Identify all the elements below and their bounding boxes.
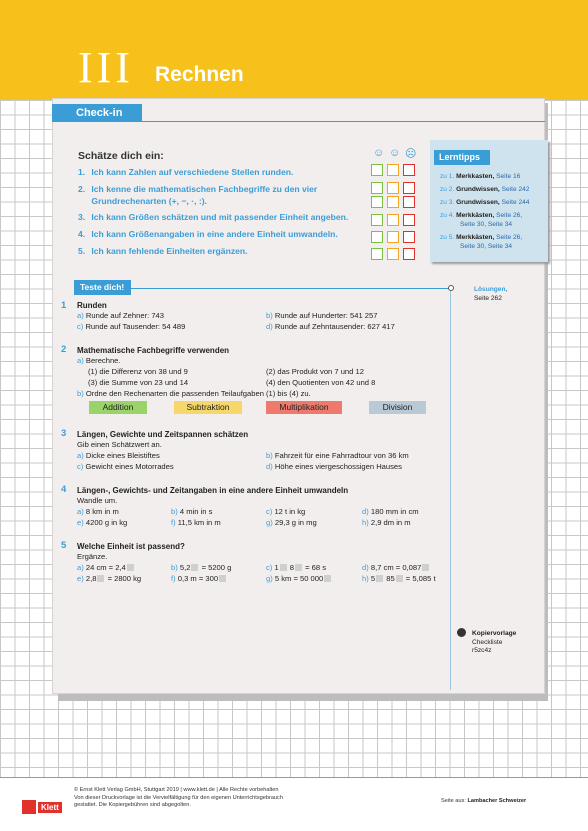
task-b: b) Ordne den Rechenarten die passenden Teilaufgaben (1) bis (4) zu. [77,389,311,398]
lerntipp-item: zu 1. Merkkasten, Seite 16 [440,173,521,180]
lerntipp-item: zu 5. Merkkästen, Seite 26, Seite 30, Seite 34 [440,234,523,250]
blank-box [324,575,331,582]
globe-icon [457,628,466,637]
connector-dot [448,285,454,291]
rating-box-red[interactable] [403,164,415,176]
happy-face-icon: ☺ [389,147,401,159]
rating-box-orange[interactable] [387,182,399,194]
unit-task: a) 24 cm = 2,4 [77,563,135,573]
rating-box-orange[interactable] [387,248,399,260]
task-b: b) Runde auf Hunderter: 541 257 [266,311,378,320]
checkin-item-4: 4. Ich kann Größenangaben in eine andere Einheit umwandeln. [78,229,338,239]
conversion-task: a) 8 km in m [77,507,119,516]
rating-box-orange[interactable] [387,231,399,243]
task-intro: Gib einen Schätzwert an. [77,440,162,449]
lerntipp-item: zu 4. Merkkästen, Seite 26, Seite 30, Seite 34 [440,212,523,228]
question-title: Runden [77,301,107,310]
unit-task: h) 5 85 = 5,085 t [362,574,436,583]
source-notice: Seite aus: Lambacher Schweizer [441,798,527,804]
question-number: 1 [61,300,67,311]
rating-box-red[interactable] [403,196,415,208]
blank-box [295,564,302,571]
klett-logo-word: Klett [38,802,62,813]
teste-dich-label: Teste dich! [74,280,131,295]
rating-box-orange[interactable] [387,196,399,208]
margin-rule [450,291,451,690]
blank-box [97,575,104,582]
tag-multiplikation: Multiplikation [266,401,342,414]
rating-box-red[interactable] [403,231,415,243]
self-assessment-heading: Schätze dich ein: [78,150,164,162]
question-title: Längen-, Gewichts- und Zeitangaben in eine andere Einheit umwandeln [77,486,349,495]
conversion-task: d) 180 mm in cm [362,507,419,516]
blank-box [280,564,287,571]
rating-box-red[interactable] [403,248,415,260]
question-title: Mathematische Fachbegriffe verwenden [77,346,230,355]
rating-box-green[interactable] [371,231,383,243]
unit-task: g) 5 km = 50 000 [266,574,332,584]
rating-box-red[interactable] [403,214,415,226]
blank-box [422,564,429,571]
task-intro: Wandle um. [77,496,118,505]
question-title: Welche Einheit ist passend? [77,542,185,551]
rating-box-green[interactable] [371,196,383,208]
conversion-task: c) 12 t in kg [266,507,306,516]
sad-face-icon: ☹ [405,148,417,160]
question-number: 3 [61,428,67,439]
happy-face-icon: ☺ [373,147,385,159]
question-number: 4 [61,484,67,495]
task-d: d) Höhe eines viergeschossigen Hauses [266,462,402,471]
conversion-task: f) 11,5 km in m [171,518,221,527]
loesungen-reference: Lösungen, Seite 262 [474,286,508,302]
conversion-task: h) 2,9 dm in m [362,518,411,527]
unit-task: d) 8,7 cm = 0,087 [362,563,430,573]
subtask: (3) die Summe von 23 und 14 [88,378,189,387]
task-d: d) Runde auf Zehntausender: 627 417 [266,322,395,331]
tag-addition: Addition [89,401,147,414]
question-number: 2 [61,344,67,355]
checkin-item-1: 1. Ich kann Zahlen auf verschiedene Stellen runden. [78,167,294,177]
subtask: (1) die Differenz von 38 und 9 [88,367,188,376]
chapter-title: Rechnen [155,63,244,86]
checkin-rule [142,121,545,122]
rating-box-red[interactable] [403,182,415,194]
lerntipp-item: zu 3. Grundwissen, Seite 244 [440,199,530,206]
question-title: Längen, Gewichte und Zeitspannen schätzen [77,430,249,439]
task-b: b) Fahrzeit für eine Fahrradtour von 36 km [266,451,409,460]
rating-box-green[interactable] [371,248,383,260]
task-a: a) Runde auf Zehner: 743 [77,311,164,320]
checkin-item-2: 2. Ich kenne die mathematischen Fachbegriffe zu den vier Grundrechenarten (+, −, ·, :). [78,184,318,206]
lerntipps-title: Lerntipps [434,150,490,165]
checkin-item-3: 3. Ich kann Größen schätzen und mit passender Einheit angeben. [78,212,349,222]
conversion-task: e) 4200 g in kg [77,518,128,527]
rating-box-orange[interactable] [387,214,399,226]
unit-task: f) 0,3 m = 300 [171,574,227,584]
klett-logo [22,800,60,814]
unit-task: b) 5,2 = 5200 g [171,563,232,572]
blank-box [127,564,134,571]
subtask: (2) das Produkt von 7 und 12 [266,367,364,376]
klett-logo-mark [22,800,36,814]
task-intro: Ergänze. [77,552,108,561]
question-number: 5 [61,540,67,551]
unit-task: c) 1 8 = 68 s [266,563,327,572]
task-c: c) Runde auf Tausender: 54 489 [77,322,186,331]
chapter-number: III [78,43,134,92]
blank-box [191,564,198,571]
task-a: a) Dicke eines Bleistiftes [77,451,160,460]
conversion-task: g) 29,3 g in mg [266,518,317,527]
task-a: a) Berechne. [77,356,121,365]
footer-rule [0,777,588,778]
tag-division: Division [369,401,426,414]
rating-box-orange[interactable] [387,164,399,176]
checkin-item-5: 5. Ich kann fehlende Einheiten ergänzen. [78,246,248,256]
conversion-task: b) 4 min in s [171,507,213,516]
lerntipp-item: zu 2. Grundwissen, Seite 242 [440,186,530,193]
unit-task: e) 2,8 = 2800 kg [77,574,142,583]
rating-box-green[interactable] [371,214,383,226]
checkin-label: Check-in [52,104,142,122]
blank-box [219,575,226,582]
task-c: c) Gewicht eines Motorrades [77,462,174,471]
rating-box-green[interactable] [371,182,383,194]
copyright-notice: © Ernst Klett Verlag GmbH, Stuttgart 2019 | www.klett.de | Alle Rechte vorbehalten Von dieser Druckvorlage ist die Vervielfältigung für den eigenen Unterrichtsgebrauch gestattet. Die Kopiergebühren sind abgegolten. [74,787,283,808]
kopiervorlage-reference[interactable]: Kopiervorlage Checkliste r5zc4z [472,630,517,654]
blank-box [396,575,403,582]
rating-box-green[interactable] [371,164,383,176]
blank-box [376,575,383,582]
subtask: (4) den Quotienten von 42 und 8 [266,378,376,387]
teste-dich-rule [131,288,449,289]
tag-subtraktion: Subtraktion [174,401,242,414]
